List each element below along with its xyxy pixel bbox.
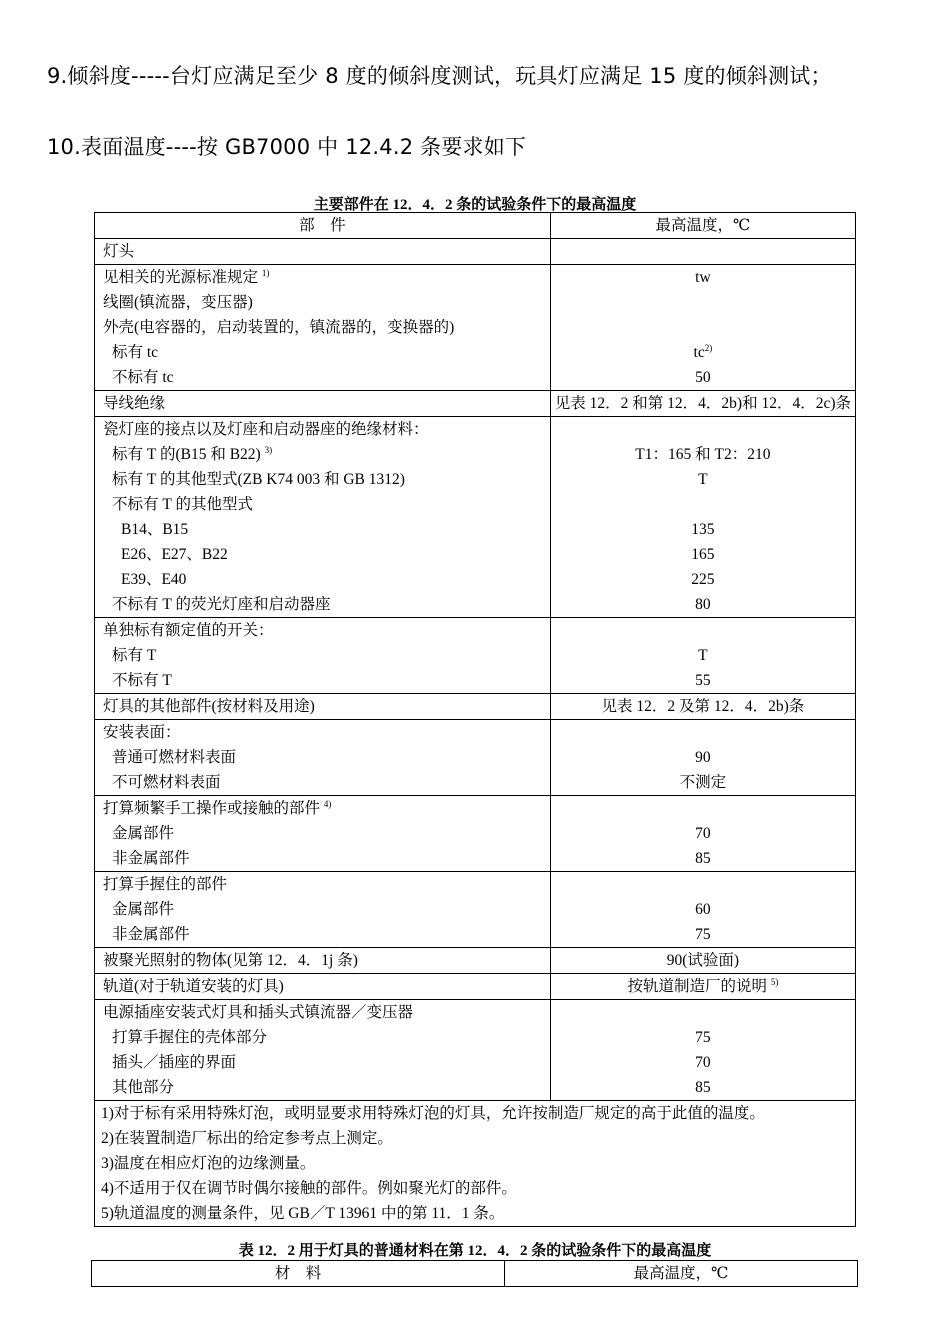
- footnote-ref: 1): [261, 268, 270, 278]
- part-label: [103, 365, 542, 390]
- temperature-value: [555, 492, 851, 517]
- footnote: 2)在装置制造厂标出的给定参考点上测定。: [101, 1130, 393, 1147]
- table-row: [95, 694, 856, 720]
- temperature-value-text: T: [698, 647, 708, 664]
- temperature-value-text: 80: [695, 596, 711, 613]
- table-row: [95, 720, 856, 796]
- part-label: [103, 265, 542, 290]
- part-label-text: 被聚光照射的物体(见第 12．4．1j 条): [103, 952, 358, 969]
- part-label: [103, 417, 542, 442]
- table1-caption: 主要部件在 12．4．2 条的试验条件下的最高温度: [313, 197, 637, 213]
- table-header-row: [92, 1261, 858, 1287]
- temperature-value-text: 70: [695, 825, 711, 842]
- table-row: [95, 1000, 856, 1101]
- section-9-heading: 9.倾斜度-----台灯应满足至少 8 度的倾斜度测试，玩具灯应满足 15 度的倾斜测试；: [47, 64, 832, 88]
- part-label: [103, 442, 542, 467]
- part-label: [103, 592, 542, 617]
- temperature-value-text: 见表 12．2 及第 12．4．2b)条: [601, 698, 805, 715]
- temperature-value: [555, 770, 851, 795]
- footnotes-row: [95, 1101, 856, 1227]
- part-label-text: 不标有 T 的其他型式: [112, 496, 253, 513]
- temperature-value: [555, 694, 851, 719]
- column-header-material: 材 料: [92, 1261, 505, 1287]
- section-10-heading: 10.表面温度----按 GB7000 中 12.4.2 条要求如下: [47, 135, 527, 159]
- part-label-text: 打算手握住的部件: [103, 876, 228, 893]
- part-label-text: 线圈(镇流器，变压器): [103, 294, 253, 311]
- part-label: [103, 796, 542, 821]
- part-label: [103, 315, 542, 340]
- table-header-row: [95, 213, 856, 239]
- temperature-value: [555, 239, 851, 264]
- temperature-cell: [550, 872, 855, 948]
- temperature-cell: [550, 948, 855, 974]
- table-row: [95, 948, 856, 974]
- footnote-ref: 2): [704, 343, 713, 353]
- temperature-value: [555, 1025, 851, 1050]
- part-label-text: 不可燃材料表面: [112, 774, 221, 791]
- part-label-text: 不标有 T 的荧光灯座和启动器座: [112, 596, 331, 613]
- part-cell: [95, 796, 551, 872]
- max-temperature-table: [94, 212, 856, 1227]
- temperature-value-text: tc: [693, 344, 705, 361]
- temperature-value: [555, 1050, 851, 1075]
- part-label-text: 导线绝缘: [103, 395, 166, 412]
- part-label-text: 非金属部件: [112, 926, 190, 943]
- part-label: [103, 720, 542, 745]
- part-cell: [95, 265, 551, 391]
- part-label: [103, 897, 542, 922]
- part-label: [103, 618, 542, 643]
- temperature-cell: [550, 694, 855, 720]
- part-label: [103, 290, 542, 315]
- temperature-value: [555, 1000, 851, 1025]
- temperature-value: [555, 1075, 851, 1100]
- table-row: [95, 391, 856, 417]
- part-cell: [95, 974, 551, 1000]
- part-label-text: 电源插座安装式灯具和插头式镇流器／变压器: [103, 1004, 414, 1021]
- part-label-text: 见相关的光源标准规定: [103, 269, 259, 286]
- part-label: [103, 542, 542, 567]
- temperature-value-text: 75: [695, 1029, 711, 1046]
- temperature-cell: [550, 239, 855, 265]
- temperature-value: [555, 922, 851, 947]
- table-row: [95, 417, 856, 618]
- part-label-text: 安装表面：: [103, 724, 181, 741]
- temperature-value-text: 90(试验面): [666, 952, 740, 969]
- footnote: 1)对于标有采用特殊灯泡，或明显要求用特殊灯泡的灯具，允许按制造厂规定的高于此值的温度。: [101, 1105, 765, 1122]
- part-label-text: B14、B15: [121, 521, 189, 538]
- temperature-value: [555, 315, 851, 340]
- temperature-value: [555, 897, 851, 922]
- temperature-value-text: T1：165 和 T2：210: [635, 446, 771, 463]
- part-label-text: 金属部件: [112, 901, 175, 918]
- temperature-value-text: 90: [695, 749, 711, 766]
- column-header-temperature: 最高温度，℃: [505, 1261, 858, 1287]
- temperature-value: [555, 365, 851, 390]
- part-label-text: 标有 tc: [112, 344, 159, 361]
- footnote-ref: 3): [264, 445, 273, 455]
- temperature-value: [555, 290, 851, 315]
- temperature-cell: [550, 974, 855, 1000]
- part-label: [103, 694, 542, 719]
- part-label-text: 轨道(对于轨道安装的灯具): [103, 978, 284, 995]
- temperature-value-text: 60: [695, 901, 711, 918]
- part-cell: [95, 417, 551, 618]
- part-label-text: 外壳(电容器的，启动装置的，镇流器的，变换器的): [103, 319, 455, 336]
- column-header-part: 部 件: [95, 213, 551, 239]
- temperature-value: [555, 668, 851, 693]
- part-cell: [95, 948, 551, 974]
- part-label-text: 插头／插座的界面: [112, 1054, 237, 1071]
- part-cell: [95, 694, 551, 720]
- temperature-value: [555, 442, 851, 467]
- part-cell: [95, 391, 551, 417]
- part-label-text: 不标有 T: [112, 672, 172, 689]
- part-cell: [95, 720, 551, 796]
- table-row: [95, 265, 856, 391]
- part-label: [103, 872, 542, 897]
- temperature-value: [555, 745, 851, 770]
- part-label: [103, 567, 542, 592]
- temperature-value-text: 165: [691, 546, 715, 563]
- part-label: [103, 1050, 542, 1075]
- footnote: 5)轨道温度的测量条件，见 GB／T 13961 中的第 11．1 条。: [101, 1205, 505, 1222]
- part-label: [103, 668, 542, 693]
- temperature-value-text: 75: [695, 926, 711, 943]
- temperature-cell: [550, 720, 855, 796]
- part-label-text: 打算手握住的壳体部分: [112, 1029, 268, 1046]
- part-label-text: 标有 T 的(B15 和 B22): [112, 446, 261, 463]
- part-label-text: E39、E40: [121, 571, 187, 588]
- part-label-text: 灯头: [103, 243, 135, 260]
- footnote: 4)不适用于仅在调节时偶尔接触的部件。例如聚光灯的部件。: [101, 1180, 517, 1197]
- table-row: [95, 618, 856, 694]
- materials-temperature-table: [91, 1260, 858, 1287]
- column-header-temperature: 最高温度，℃: [550, 213, 855, 239]
- temperature-value: [555, 467, 851, 492]
- temperature-value: [555, 340, 851, 365]
- temperature-value-text: 见表 12．2 和第 12．4．2b)和 12．4．2c)条: [554, 395, 851, 412]
- part-label: [103, 239, 542, 264]
- table-row: [95, 974, 856, 1000]
- temperature-value: [555, 948, 851, 973]
- part-label-text: E26、E27、B22: [121, 546, 228, 563]
- temperature-value-text: tw: [695, 269, 711, 286]
- part-label-text: 标有 T: [112, 647, 157, 664]
- temperature-value: [555, 872, 851, 897]
- temperature-cell: [550, 391, 855, 417]
- part-label-text: 金属部件: [112, 825, 175, 842]
- part-label: [103, 391, 542, 416]
- temperature-value: [555, 265, 851, 290]
- table-row: [95, 239, 856, 265]
- temperature-value: [555, 567, 851, 592]
- temperature-value: [555, 517, 851, 542]
- part-label-text: 打算频繁手工操作或接触的部件: [103, 800, 321, 817]
- temperature-value-text: 70: [695, 1054, 711, 1071]
- temperature-cell: [550, 417, 855, 618]
- part-label: [103, 492, 542, 517]
- part-label: [103, 948, 542, 973]
- temperature-value-text: 50: [695, 369, 711, 386]
- temperature-value: [555, 796, 851, 821]
- part-cell: [95, 239, 551, 265]
- part-label-text: 普通可燃材料表面: [112, 749, 237, 766]
- part-label-text: 标有 T 的其他型式(ZB K74 003 和 GB 1312): [112, 471, 405, 488]
- table2-caption: 表 12．2 用于灯具的普通材料在第 12．4．2 条的试验条件下的最高温度: [238, 1243, 712, 1259]
- temperature-value: [555, 542, 851, 567]
- temperature-cell: [550, 618, 855, 694]
- part-label: [103, 821, 542, 846]
- table-row: [95, 872, 856, 948]
- part-label: [103, 340, 542, 365]
- temperature-value: [555, 821, 851, 846]
- temperature-value-text: T: [698, 471, 708, 488]
- part-label: [103, 643, 542, 668]
- temperature-value: [555, 643, 851, 668]
- temperature-value: [555, 974, 851, 999]
- temperature-cell: [550, 265, 855, 391]
- part-label-text: 不标有 tc: [112, 369, 174, 386]
- temperature-value: [555, 391, 851, 416]
- table-row: [95, 796, 856, 872]
- temperature-value-text: 85: [695, 1079, 711, 1096]
- part-cell: [95, 618, 551, 694]
- temperature-value-text: 85: [695, 850, 711, 867]
- part-label-text: 瓷灯座的接点以及灯座和启动器座的绝缘材料：: [103, 421, 429, 438]
- temperature-value: [555, 592, 851, 617]
- part-label-text: 其他部分: [112, 1079, 175, 1096]
- temperature-value: [555, 417, 851, 442]
- temperature-value-text: 55: [695, 672, 711, 689]
- part-label: [103, 922, 542, 947]
- part-label: [103, 974, 542, 999]
- footnote-ref: 5): [770, 977, 779, 987]
- footnote-ref: 4): [323, 799, 332, 809]
- temperature-cell: [550, 1000, 855, 1101]
- temperature-value: [555, 618, 851, 643]
- part-label-text: 非金属部件: [112, 850, 190, 867]
- part-label: [103, 1025, 542, 1050]
- temperature-value: [555, 720, 851, 745]
- part-cell: [95, 1000, 551, 1101]
- part-label-text: 灯具的其他部件(按材料及用途): [103, 698, 315, 715]
- footnote: 3)温度在相应灯泡的边缘测量。: [101, 1155, 316, 1172]
- part-label: [103, 467, 542, 492]
- part-label: [103, 1000, 542, 1025]
- part-label: [103, 1075, 542, 1100]
- temperature-value-text: 不测定: [679, 774, 727, 791]
- part-label-text: 单独标有额定值的开关：: [103, 622, 274, 639]
- footnotes-cell: [95, 1101, 856, 1227]
- part-label: [103, 846, 542, 871]
- part-label: [103, 770, 542, 795]
- temperature-value-text: 按轨道制造厂的说明: [627, 978, 767, 995]
- temperature-value: [555, 846, 851, 871]
- temperature-value-text: 135: [691, 521, 715, 538]
- part-label: [103, 517, 542, 542]
- temperature-value-text: 225: [691, 571, 715, 588]
- part-label: [103, 745, 542, 770]
- part-cell: [95, 872, 551, 948]
- temperature-cell: [550, 796, 855, 872]
